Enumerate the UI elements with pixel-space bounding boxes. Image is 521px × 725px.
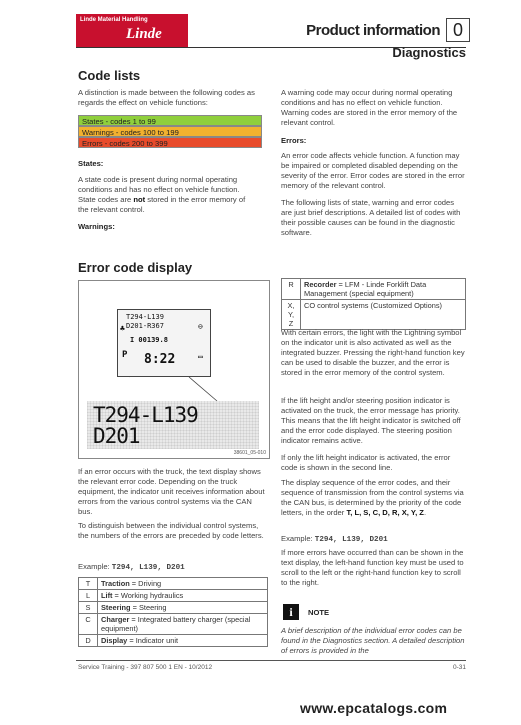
states-line-4: the relevant control. bbox=[78, 205, 145, 214]
letter-meaning: = Indicator unit bbox=[127, 636, 179, 645]
wrench-icon: ⊖ bbox=[198, 322, 203, 331]
states-line-2: conditions and has no effect on vehicle function. bbox=[78, 185, 240, 194]
letter-meaning: = Working hydraulics bbox=[112, 591, 184, 600]
errors-text: An error code affects vehicle function. A function may be impaired or completed disabled depending on the severity of the error. Error codes are stored in the error memory of the relevant control. bbox=[281, 151, 465, 190]
logo-caption: Linde Material Handling bbox=[80, 17, 148, 23]
zoom-lines bbox=[129, 377, 219, 403]
letter-name: Traction bbox=[101, 579, 130, 588]
table-row bbox=[282, 300, 466, 330]
lcd-counter: I 00139.8 bbox=[130, 336, 168, 344]
letter-key: X, Y, Z bbox=[282, 300, 301, 330]
letter-desc bbox=[98, 578, 268, 590]
states-text bbox=[78, 175, 268, 215]
letter-key: R bbox=[282, 279, 301, 300]
lcd-line-2: D201-R367 bbox=[126, 322, 164, 330]
letter-name: Recorder bbox=[304, 280, 337, 289]
letter-desc bbox=[98, 590, 268, 602]
note-heading: NOTE bbox=[308, 608, 330, 617]
code-letters-table-left bbox=[78, 577, 268, 647]
lcd-zoom-line-2: D201 bbox=[93, 424, 140, 448]
errors-heading: Errors: bbox=[281, 136, 307, 145]
table-row bbox=[282, 279, 466, 300]
letter-key: S bbox=[79, 602, 98, 614]
letter-name: Display bbox=[101, 636, 128, 645]
footer-left: Service Training - 397 807 500 1 EN - 10/2012 bbox=[78, 664, 213, 671]
code-lists-intro: A distinction is made between the following codes as regards the effect on vehicle functions: bbox=[78, 88, 255, 107]
warning-text: A warning code may occur during normal operating conditions and has no effect on vehicle function. Warning codes are stored in the error memory of the relevant control. bbox=[281, 88, 458, 127]
example-label-2: Example: bbox=[281, 534, 313, 543]
table-row bbox=[79, 614, 268, 635]
lcd-line-1: T294-L139 bbox=[126, 313, 164, 321]
letter-desc bbox=[98, 635, 268, 647]
lcd-time: 8:22 bbox=[144, 352, 176, 367]
code-row-warnings: Warnings - codes 100 to 199 bbox=[78, 126, 262, 137]
footer-divider bbox=[76, 660, 466, 661]
letter-name: Charger bbox=[101, 615, 130, 624]
letter-key: T bbox=[79, 578, 98, 590]
code-row-errors: Errors - codes 200 to 399 bbox=[78, 137, 262, 148]
example-code: T294, L139, D201 bbox=[111, 564, 185, 572]
example-line-2 bbox=[281, 534, 388, 545]
letter-name: Steering bbox=[101, 603, 131, 612]
states-line-3a: State codes are bbox=[78, 195, 132, 204]
table-row bbox=[79, 578, 268, 590]
code-lists-title: Code lists bbox=[78, 68, 141, 83]
letter-meaning: = Steering bbox=[130, 603, 167, 612]
chapter-number: 0 bbox=[446, 18, 470, 42]
example-line bbox=[78, 562, 185, 573]
code-letters-table-right bbox=[281, 278, 466, 330]
figure-id: 38601_05-010 bbox=[233, 450, 266, 456]
info-icon: i bbox=[283, 604, 299, 620]
example-code-2: T294, L139, D201 bbox=[314, 536, 388, 544]
code-row-states: States - codes 1 to 99 bbox=[78, 115, 262, 126]
example-label: Example: bbox=[78, 562, 110, 571]
table-row bbox=[79, 590, 268, 602]
battery-icon: ▭ bbox=[198, 352, 203, 361]
lcd-p-symbol: P bbox=[122, 350, 128, 360]
lcd-zoom bbox=[87, 401, 259, 449]
letter-meaning: = Integrated battery charger (special equipment) bbox=[101, 615, 251, 633]
lcd-panel bbox=[117, 309, 211, 377]
logo-wordmark: Linde bbox=[126, 26, 162, 42]
operator-icon: ♣ bbox=[120, 324, 125, 333]
page-number: 0-31 bbox=[452, 664, 466, 671]
warnings-heading: Warnings: bbox=[78, 222, 115, 231]
page-subtitle: Diagnostics bbox=[392, 45, 466, 60]
letter-key: D bbox=[79, 635, 98, 647]
states-line-3 bbox=[78, 195, 268, 205]
lcd-zoom-line-1: T294-L139 bbox=[93, 403, 198, 427]
watermark: www.epcatalogs.com bbox=[300, 700, 448, 716]
letter-desc bbox=[301, 300, 466, 330]
letter-name: Lift bbox=[101, 591, 113, 600]
right-para-1: With certain errors, the light with the Lightning symbol on the indicator unit is also activated as well as the integrated buzzer. Pressing the right-hand function key can be used to disable the buzzer, and the error is stored in the error memory of the control system. bbox=[281, 328, 465, 377]
table-row bbox=[79, 602, 268, 614]
letter-desc bbox=[98, 602, 268, 614]
error-display-title: Error code display bbox=[78, 260, 193, 275]
priority-end: . bbox=[423, 508, 427, 517]
letter-desc bbox=[301, 279, 466, 300]
table-row bbox=[79, 635, 268, 647]
right-para-4 bbox=[281, 478, 466, 518]
error-para-2: To distinguish between the individual control systems, the numbers of the errors are preceded by code letters. bbox=[78, 521, 264, 540]
states-not: not bbox=[133, 195, 146, 204]
note-text: A brief description of the individual error codes can be found in the Diagnostics section. A detailed description of errors is provided in the bbox=[281, 626, 465, 655]
right-para-3: If only the lift height indicator is activated, the error code is shown in the second line. bbox=[281, 453, 451, 472]
states-line-3c: stored in the error memory of bbox=[147, 195, 246, 204]
letter-desc bbox=[98, 614, 268, 635]
right-para-2: If the lift height and/or steering position indicator is activated on the truck, the error message has priority. This means that the lift height indicator is switched off and the error code displayed. The steering position indicator remains active. bbox=[281, 396, 461, 445]
letter-meaning: = LFM - Linde Forklift Data Management (special equipment) bbox=[304, 280, 427, 298]
lists-text: The following lists of state, warning and error codes are just brief descriptions. A detailed list of codes with their possible causes can be found in the diagnostic software. bbox=[281, 198, 461, 237]
priority-letters: T, L, S, C, D, R, X, Y, Z bbox=[346, 508, 424, 517]
error-para-1: If an error occurs with the truck, the text display shows the relevant error code. Depending on the truck equipment, the indicator unit receives information about errors from the various control systems via the CAN bus. bbox=[78, 467, 265, 516]
states-heading: States: bbox=[78, 159, 104, 168]
priority-text: The display sequence of the error codes, and their sequence of transmission from the control systems via the CAN bus, is determined by the priority of the code letters, in the order bbox=[281, 478, 464, 517]
letter-key: L bbox=[79, 590, 98, 602]
letter-meaning: CO control systems (Customized Options) bbox=[304, 301, 442, 310]
letter-key: C bbox=[79, 614, 98, 635]
indicator-unit-figure bbox=[78, 280, 270, 459]
states-line-1: A state code is present during normal operating bbox=[78, 175, 238, 184]
right-para-5: If more errors have occurred than can be shown in the text display, the left-hand function key must be used to scroll to the left or the right-hand function key to scroll to the right. bbox=[281, 548, 464, 587]
page-title: Product information bbox=[306, 22, 440, 39]
letter-meaning: = Driving bbox=[129, 579, 162, 588]
